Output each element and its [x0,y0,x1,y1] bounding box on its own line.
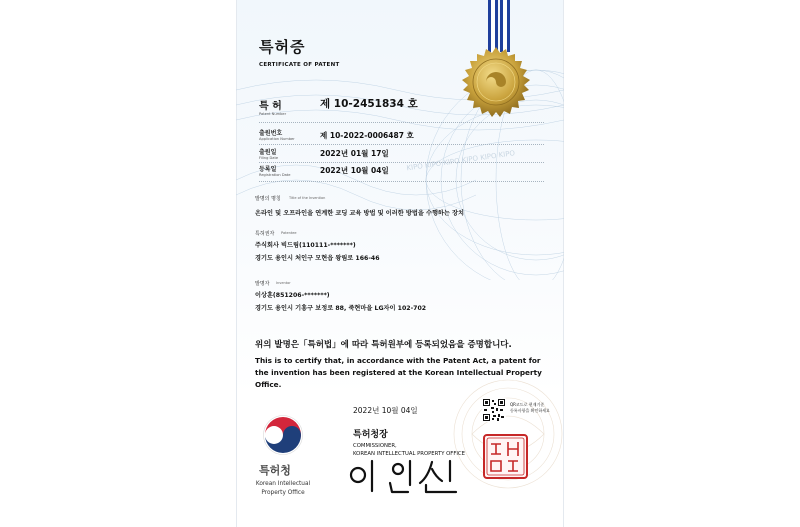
divider [259,181,544,182]
commissioner-en-line2: KOREAN INTELLECTUAL PROPERTY OFFICE [353,451,465,457]
kipo-name-en: Korean Intellectual Property Office [255,481,311,496]
registration-date-label: 등록일 [259,166,277,173]
statement-en: This is to certify that, in accordance with the Patent Act, a patent for the invention has been registered at the Korean Intellectual Property Office. [255,356,542,389]
filing-date-sublabel: Filing Date [259,156,279,160]
certificate-title-ko: 특허증 [259,38,306,56]
patent-number-value: 제 10-2451834 호 [320,98,418,110]
signature-icon [346,455,464,495]
certificate-sheet [236,0,564,527]
invention-title-value: 온라인 및 오프라인을 연계한 코딩 교육 방법 및 이러한 방법을 수행하는 장치 [255,210,464,217]
inventor-sublabel: Inventor [276,281,291,285]
kipo-watermark: KIPO KIPO KIPO KIPO KIPO KIPO [406,149,516,173]
issue-date: 2022년 10월 04일 [353,406,418,415]
divider [259,122,544,123]
kipo-logo-icon [262,414,304,456]
commissioner-title-ko: 특허청장 [353,430,388,440]
filing-date-value: 2022년 01월 17일 [320,149,389,158]
qr-code-icon[interactable] [482,398,506,422]
invention-title-label: 발명의 명칭 [255,196,281,202]
commissioner-en-line1: COMMISSIONER, [353,443,397,449]
inventor-address: 경기도 용인시 기흥구 보정로 88, 죽현마을 LG자이 102-702 [255,305,427,312]
kipo-name-ko: 특허청 [259,464,291,477]
certificate-title-en: CERTIFICATE OF PATENT [259,62,340,68]
patentee-label: 특허권자 [255,231,275,237]
application-number-value: 제 10-2022-0006487 호 [320,131,414,140]
statement-ko: 위의 발명은「특허법」에 따라 특허원부에 등록되었음을 증명합니다. [255,340,512,350]
application-number-label: 출원번호 [259,130,283,137]
filing-date-label: 출원일 [259,149,277,156]
patent-number-label: 특 허 [259,101,282,112]
ribbon-right [500,0,510,52]
patentee-address: 경기도 용인시 처인구 모현읍 왕림로 166-46 [255,255,380,262]
ribbon-left [488,0,498,52]
divider [259,144,544,145]
invention-title-sublabel: Title of the Invention [289,196,326,200]
official-red-seal-icon [483,434,528,479]
registration-date-value: 2022년 10월 04일 [320,166,389,175]
gold-seal-icon [460,47,532,119]
patentee-name: 주식회사 빅드림(110111-*******) [255,242,356,249]
patent-number-sublabel: Patent Number [259,112,287,116]
qr-note [510,402,550,414]
qr-note-line2: 등록사항을 확인하세요 [510,408,550,413]
registration-date-sublabel: Registration Date [259,173,291,177]
inventor-label: 발명자 [255,281,270,287]
patentee-sublabel: Patentee [281,231,297,235]
application-number-sublabel: Application Number [259,137,295,141]
qr-note-line1: QR코드로 현재기준 [510,402,545,407]
divider [259,162,544,163]
inventor-name: 이상훈(851206-*******) [255,292,330,299]
